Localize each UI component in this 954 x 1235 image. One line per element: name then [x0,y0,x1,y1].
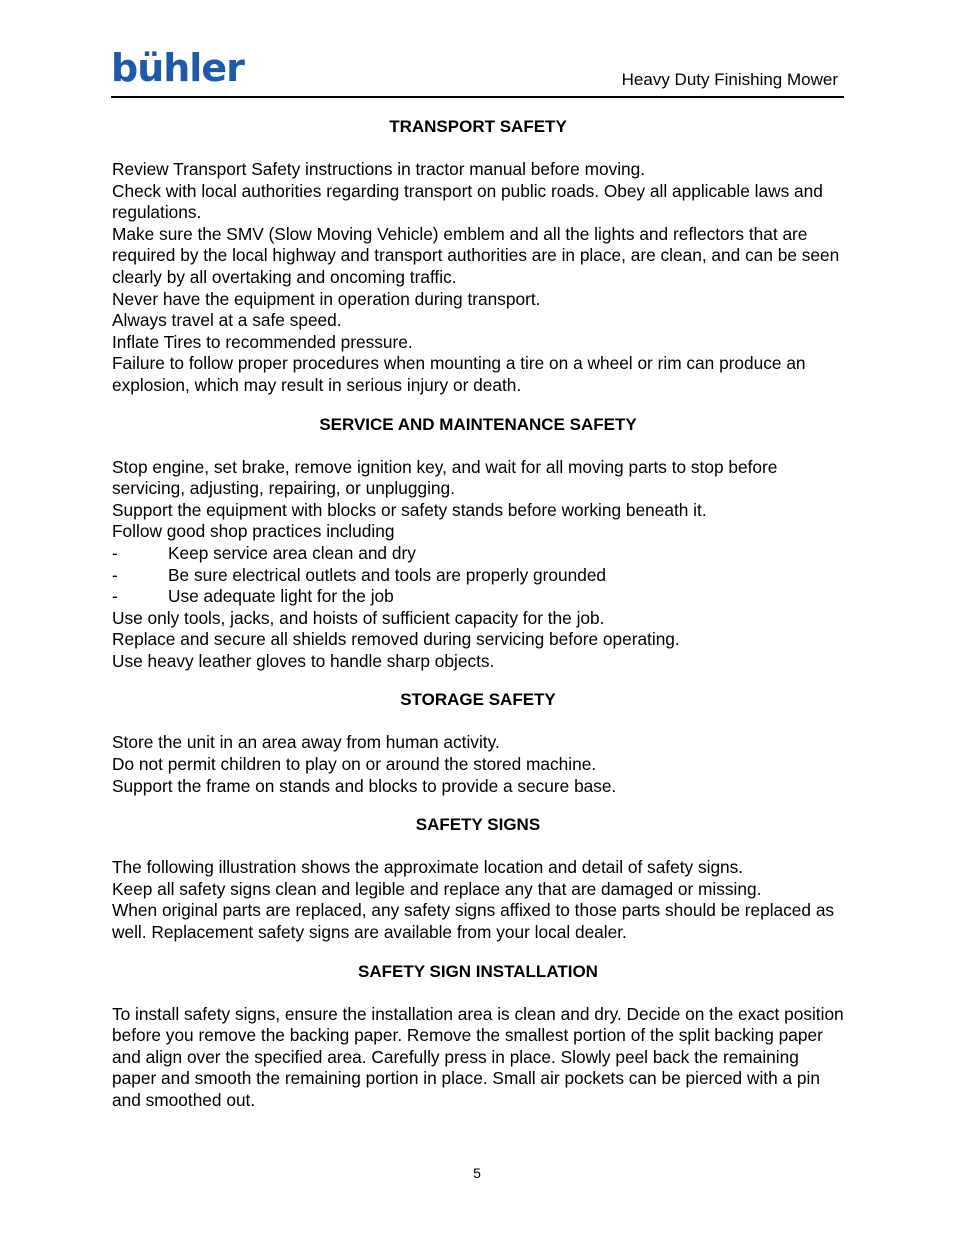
section-storage-safety [112,689,844,797]
section-title: SAFETY SIGN INSTALLATION [358,961,598,981]
section-title: SERVICE AND MAINTENANCE SAFETY [319,414,637,434]
paragraph-line: Always travel at a safe speed. [112,310,342,331]
page-number: 5 [473,1165,481,1181]
paragraph-line: Store the unit in an area away from human activity. [112,732,500,753]
paragraph-line: Failure to follow proper procedures when mounting a tire on a wheel or rim can produce an explosion, which may result in serious injury or death. [112,353,806,395]
paragraph-line: Never have the equipment in operation during transport. [112,288,541,309]
section-title: STORAGE SAFETY [400,690,556,710]
section-safety-sign-installation [112,961,844,1112]
bullet-dash: - [112,564,118,585]
section-transport-safety [112,116,844,397]
paragraph-line: When original parts are replaced, any safety signs affixed to those parts should be replaced as well. Replacement safety signs are available from your local dealer. [112,900,835,943]
bullet-item [112,586,844,608]
bullet-item [112,565,844,587]
page-content [112,116,844,1129]
page-header [111,48,844,98]
section-title: SAFETY SIGNS [415,815,541,835]
paragraph-line: The following illustration shows the approximate location and detail of safety signs. [112,857,744,878]
bullet-text: Be sure electrical outlets and tools are properly grounded [168,564,607,585]
paragraph-line: Review Transport Safety instructions in tractor manual before moving. [112,159,646,179]
paragraph-line: Follow good shop practices including [112,521,395,542]
paragraph-line: Check with local authorities regarding transport on public roads. Obey all applicable laws and regulations. [112,180,823,223]
paragraph-line: Support the frame on stands and blocks to provide a secure base. [112,775,617,796]
paragraph-line: Use only tools, jacks, and hoists of sufficient capacity for the job. [112,607,605,628]
section-title: TRANSPORT SAFETY [389,117,567,136]
paragraph-line: Use heavy leather gloves to handle sharp objects. [112,650,495,671]
paragraph-line: Support the equipment with blocks or safety stands before working beneath it. [112,499,707,520]
bullet-dash: - [112,542,118,563]
bullet-item [112,543,844,565]
paragraph-line: Do not permit children to play on or around the stored machine. [112,754,597,775]
paragraph-line: Inflate Tires to recommended pressure. [112,331,413,352]
paragraph-line: To install safety signs, ensure the installation area is clean and dry. Decide on the exact position before you remove the backing paper. Remove the smallest portion of the split backing paper and align over the specified area. Carefully press in place. Slowly peel back the remaining paper and smooth the remaining portion in place. Small air pockets can be pierced with a pin and smoothed out. [112,1003,844,1110]
section-service-maintenance-safety [112,414,844,673]
buhler-logo: bühler [111,46,244,90]
bullet-text: Use adequate light for the job [168,586,394,607]
paragraph-line: Replace and secure all shields removed during servicing before operating. [112,629,680,650]
paragraph-line: Keep all safety signs clean and legible and replace any that are damaged or missing. [112,878,762,899]
bullet-dash: - [112,586,118,607]
section-safety-signs [112,814,844,943]
paragraph-line: Stop engine, set brake, remove ignition key, and wait for all moving parts to stop before servicing, adjusting, repairing, or unplugging. [112,456,778,499]
document-title: Heavy Duty Finishing Mower [621,70,838,89]
paragraph-line: Make sure the SMV (Slow Moving Vehicle) emblem and all the lights and reflectors that are required by the local highway and transport authorities are in place, are clean, and can be seen clearly by all overtaking and oncoming traffic. [112,223,840,287]
bullet-text: Keep service area clean and dry [168,542,416,563]
